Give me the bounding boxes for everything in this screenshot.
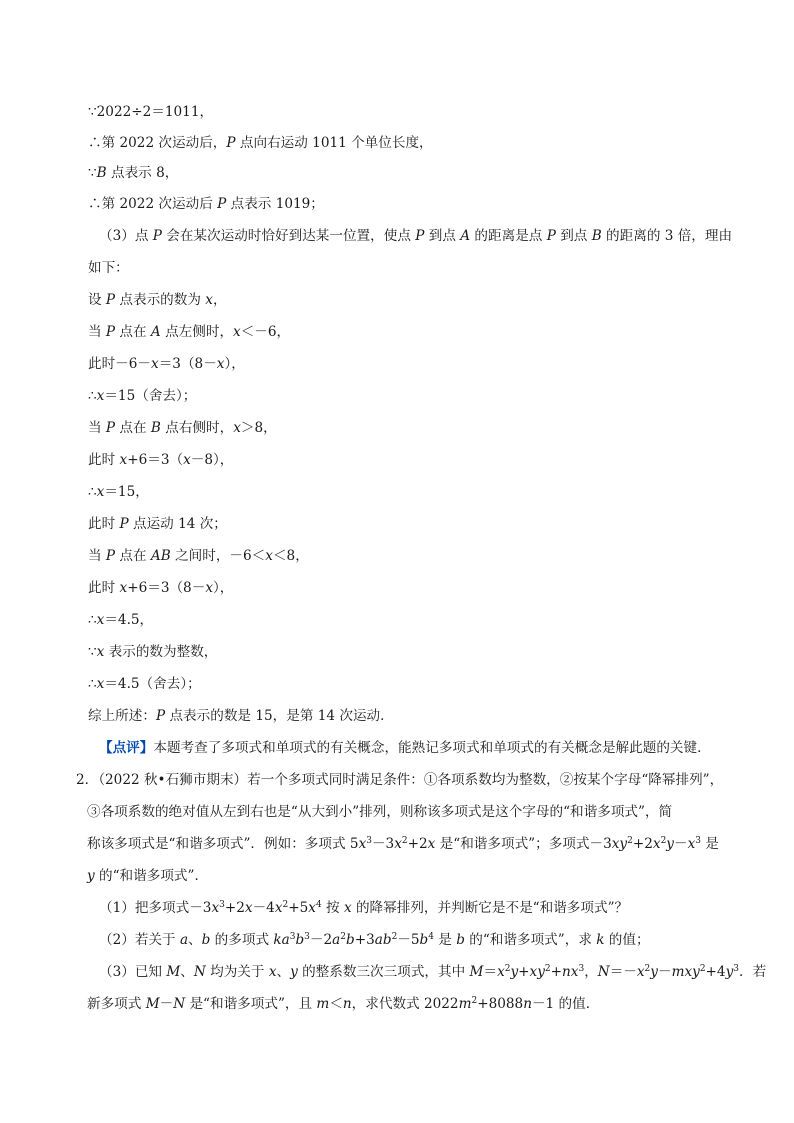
- solution-line-9: 此时－6－x＝3（8－x），: [88, 356, 245, 372]
- comment-text: 本题考查了多项式和单项式的有关概念，能熟记多项式和单项式的有关概念是解此题的关键．: [153, 740, 711, 756]
- solution-line-17: ∴x＝4.5，: [88, 612, 154, 628]
- question2-part-1: （1）把多项式$-3x^3+2x-4x^2+5x^4$ 按 x 的降幂排列，并判断它是不是“和谐多项式”？: [99, 900, 629, 916]
- solution-line-15: 当 P 点在 AB 之间时，－6＜x＜8，: [88, 548, 309, 564]
- solution-line-6: 如下：: [88, 260, 129, 276]
- solution-line-2: ∴第 2022 次运动后，P 点向右运动 1011 个单位长度，: [88, 135, 433, 151]
- solution-line-7: 设 P 点表示的数为 x，: [88, 292, 227, 308]
- solution-line-5: （3）点 P 会在某次运动时恰好到达某一位置，使点 P 到点 A 的距离是点 P 到点 B 的距离的 3 倍，理由: [99, 228, 733, 244]
- solution-line-3: ∵B 点表示 8，: [88, 165, 179, 181]
- solution-line-20: 综上所述：P 点表示的数是 15，是第 14 次运动．: [88, 708, 394, 724]
- solution-line-11: 当 P 点在 B 点右侧时，x＞8，: [88, 420, 277, 436]
- solution-line-1: ∵2022÷2＝1011，: [88, 104, 214, 120]
- solution-line-12: 此时 x+6＝3（x－8），: [88, 452, 234, 468]
- solution-line-18: ∵x 表示的数为整数，: [88, 644, 218, 660]
- solution-line-16: 此时 x+6＝3（8－x），: [88, 580, 234, 596]
- comment-line: [99, 739, 724, 757]
- question2-line-3: 称该多项式是“和谐多项式”．例如：多项式 $5x^3-3x^2+2x$ 是“和谐多项式”；多项式$-3xy^2+2x^2y-x^3$ 是: [87, 836, 719, 852]
- question2-part-2: （2）若关于 a、b 的多项式 $ka^3b^3-2a^2b+3ab^2-5b^4$ 是 b 的“和谐多项式”，求 k 的值；: [99, 932, 650, 948]
- solution-line-14: 此时 P 点运动 14 次；: [88, 516, 227, 532]
- comment-tag: 【点评】: [99, 740, 154, 756]
- question2-line-4: y 的“和谐多项式”．: [87, 868, 209, 884]
- question2-line-2: ③各项系数的绝对值从左到右也是“从大到小”排列，则称该多项式是这个字母的“和谐多项式”，简: [87, 804, 673, 820]
- solution-line-19: ∴x＝4.5（舍去）；: [88, 676, 201, 692]
- solution-line-10: ∴x＝15（舍去）；: [88, 388, 197, 404]
- solution-line-8: 当 P 点在 A 点左侧时，x＜－6，: [88, 324, 291, 340]
- solution-line-13: ∴x＝15，: [88, 484, 149, 500]
- question2-line-1: 2．（2022 秋•石狮市期末）若一个多项式同时满足条件：①各项系数均为整数，②按某个字母“降幂排列”，: [76, 772, 724, 788]
- solution-line-4: ∴第 2022 次运动后 P 点表示 1019；: [88, 196, 324, 212]
- question2-part-3: （3）已知 M、N 均为关于 x、y 的整系数三次三项式，其中 $M=x^2y+xy^2+nx^3$，$N=-x^2y-mxy^2+4y^3$．若: [99, 964, 767, 980]
- question2-part-3-cont: 新多项式 M－N 是“和谐多项式”，且 m＜n，求代数式 $2022m^2+8088n-1$ 的值．: [87, 996, 600, 1012]
